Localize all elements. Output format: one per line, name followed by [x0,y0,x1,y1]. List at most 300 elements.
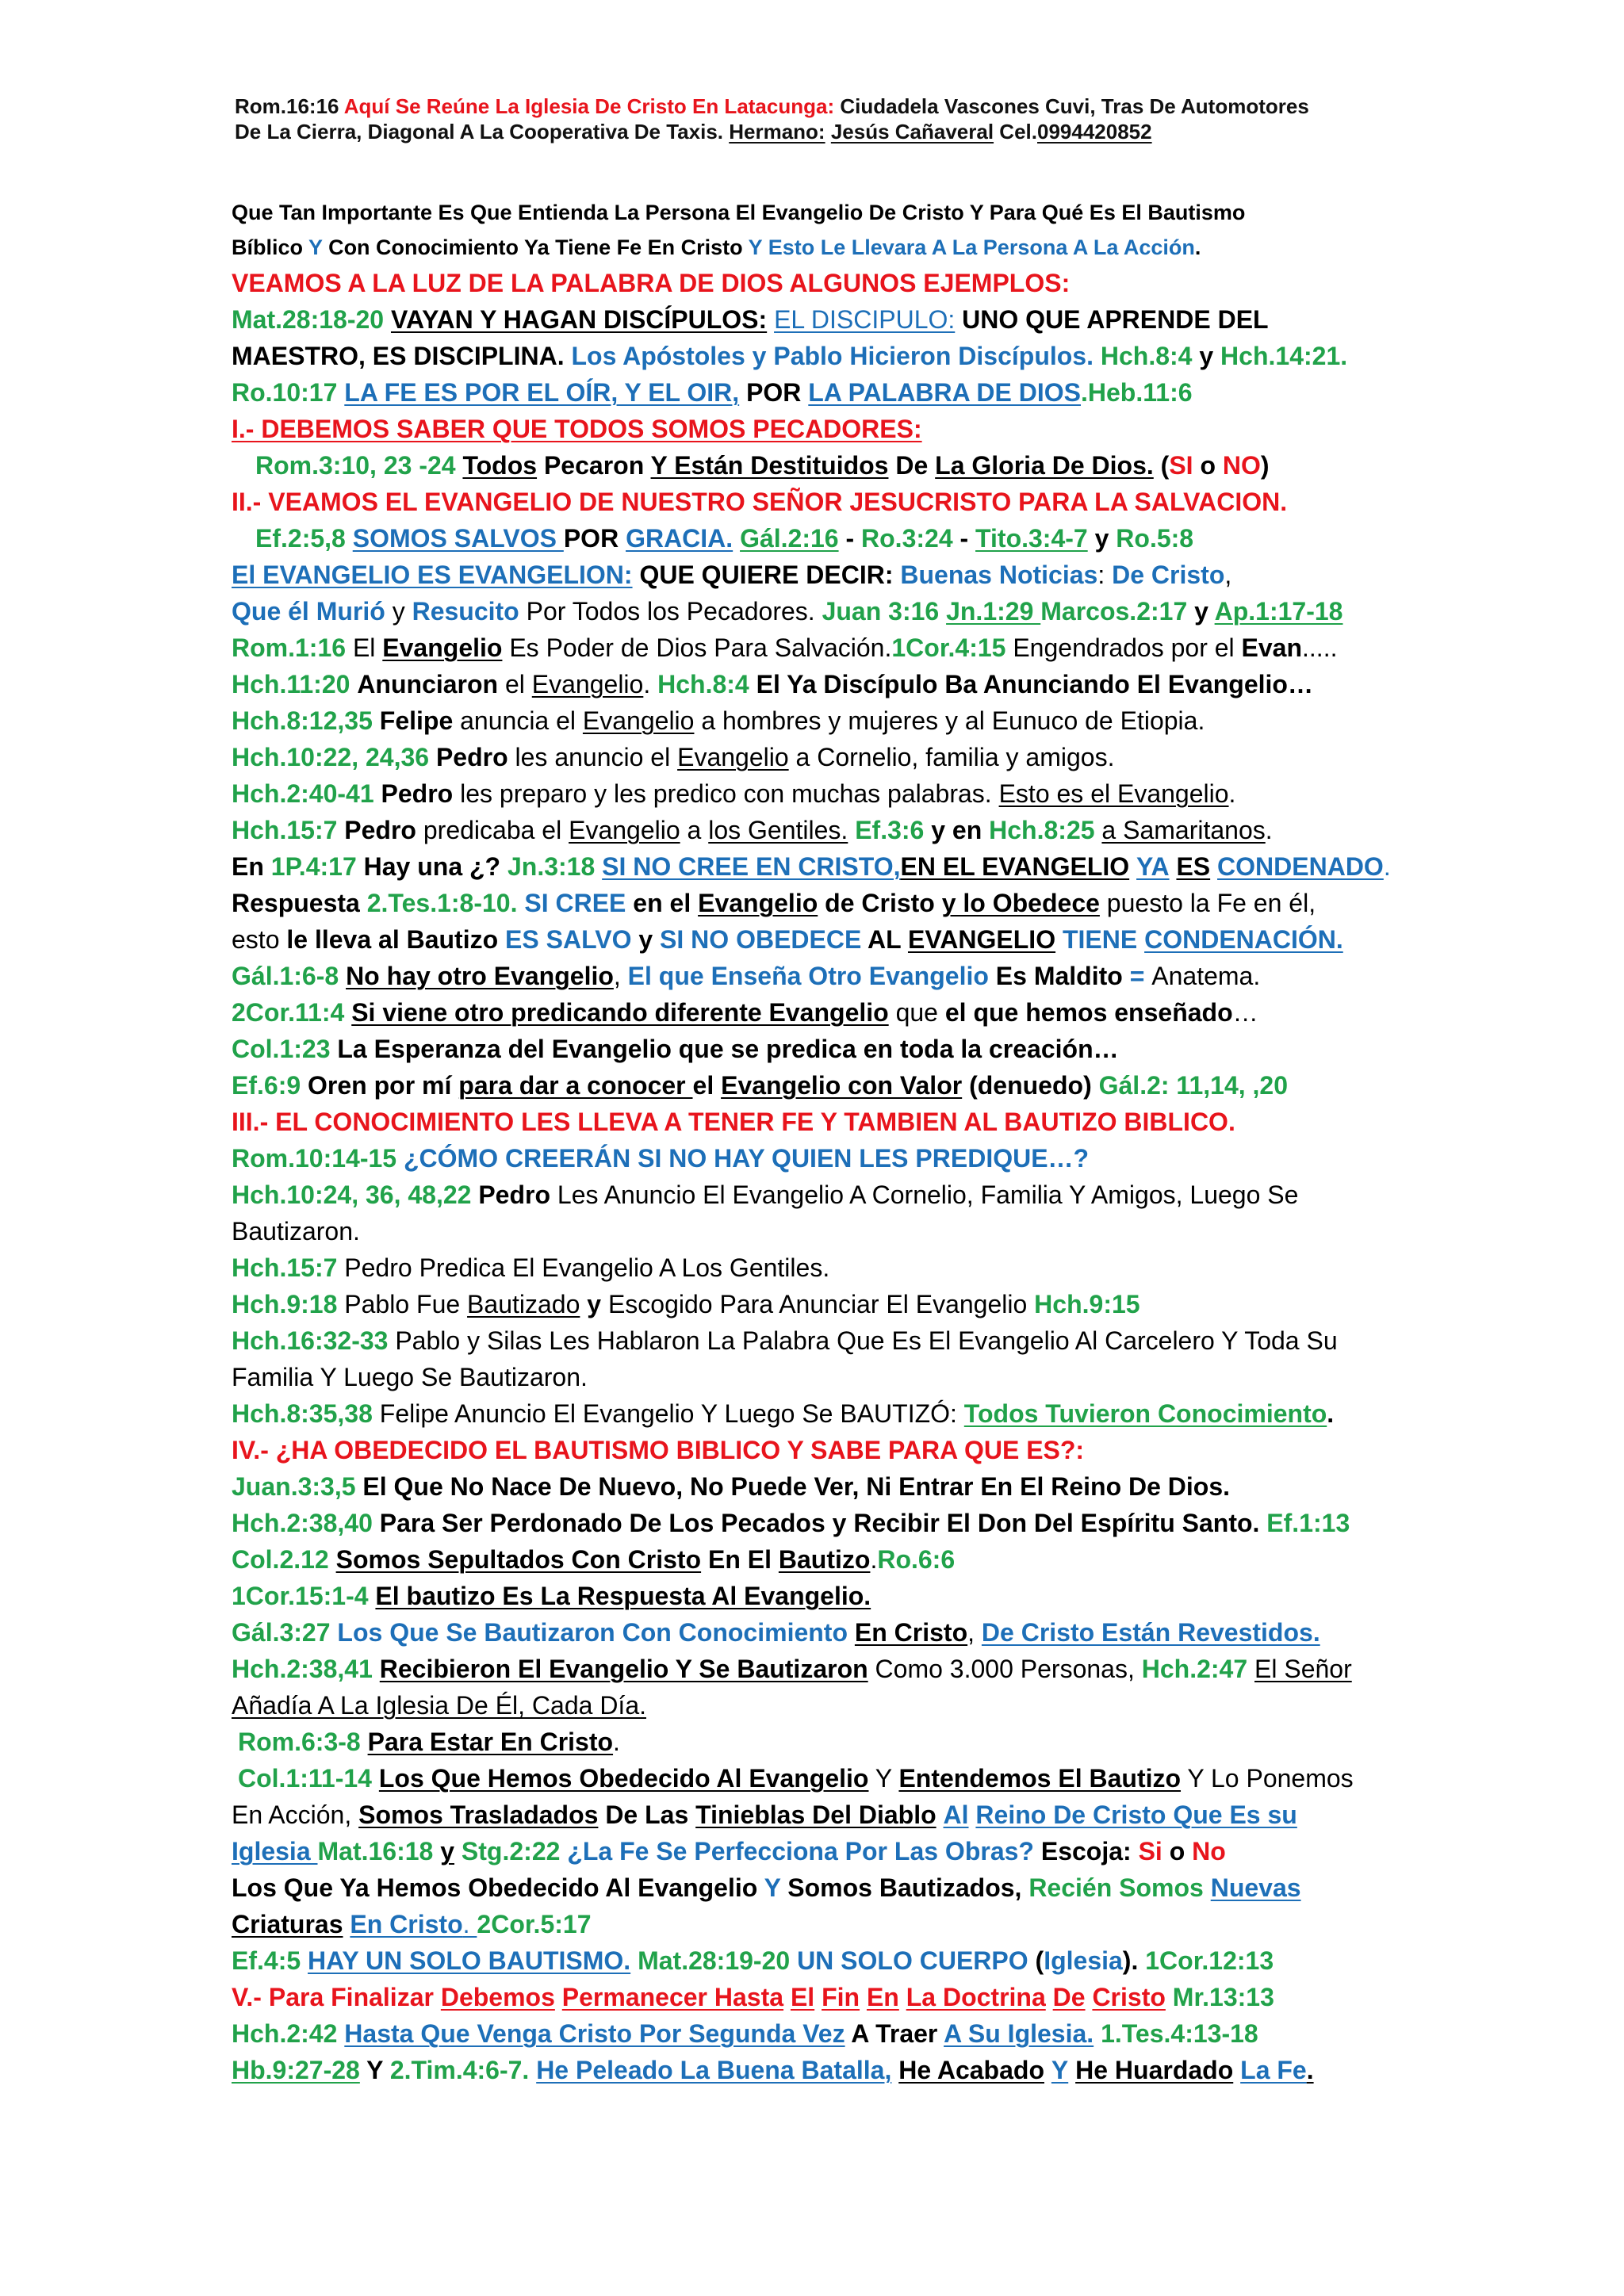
text-line [232,1505,1421,1541]
text-run: Es Maldito [988,962,1123,990]
text-run: les preparo y les predico con muchas palabras. [453,779,999,808]
text-line [232,2015,1421,2052]
text-run [1233,2056,1240,2084]
text-run: Hermano: [729,120,825,144]
text-run [384,305,391,334]
text-run: 2Cor.5:17 [477,1910,592,1938]
text-line [232,520,1421,557]
text-run: AL [861,925,908,954]
text-run [595,852,602,881]
text-line [232,374,1421,411]
text-run: Pedro [381,779,454,808]
text-run: le lleva al Bautizo [286,925,499,954]
text-line [232,958,1421,994]
intro-line [232,195,1421,230]
text-run: a Samaritanos [1101,816,1266,844]
text-line [232,885,1421,921]
text-run: Ciudadela Vascones Cuvi, Tras De Automotores [834,94,1309,118]
text-run: Juan.3:3,5 [232,1472,356,1501]
text-run: De Las [598,1800,696,1829]
text-run: ). [1122,1946,1146,1975]
text-run: y [1187,597,1215,626]
text-line [232,1906,1421,1942]
text-run [1044,2056,1051,2084]
text-run: SOMOS SALVOS [352,524,564,553]
text-run: . [1383,852,1391,881]
text-run: ( [1028,1946,1044,1975]
text-run: Cel. [994,120,1037,144]
text-run: Bíblico [232,235,309,259]
text-run: UNO QUE APRENDE DEL [955,305,1269,334]
text-run: a [680,816,709,844]
text-run [344,998,351,1027]
text-run [339,962,346,990]
text-run [1210,852,1217,881]
text-run: Jn.3:18 [507,852,596,881]
text-line [232,739,1421,775]
text-run: - [838,524,862,553]
text-run [373,1655,380,1683]
text-run: LA FE ES POR EL OÍR, Y EL OIR, [344,378,740,407]
text-run: y [631,925,653,954]
text-line [232,629,1421,666]
text-run [825,120,831,144]
text-run [374,779,381,808]
text-run: Mat.28:19-20 [638,1946,791,1975]
text-run: El Que No Nace De Nuevo, No Puede Ver, Ni Entrar En El Reino De Dios. [355,1472,1231,1501]
text-line [232,301,1421,338]
text-run: Buenas Noticias [900,561,1098,589]
text-run: Y Están Destituidos [650,451,889,480]
text-run: … [1232,998,1258,1027]
text-run: Marcos.2:17 [1040,597,1188,626]
text-run: Hch.2:38,40 [232,1509,373,1537]
text-run: Cristo [1092,1983,1166,2011]
text-line [232,265,1421,301]
text-run: Pedro [344,816,416,844]
text-run: Evangelio [582,706,695,735]
text-run: Hch.14:21. [1220,342,1348,370]
text-run: Jesús Cañaveral [830,120,994,144]
text-run: los Gentiles. [708,816,848,844]
text-run: Hch.8:4 [657,670,749,698]
text-run: y [1087,524,1116,553]
text-run: Col.2.12 [232,1545,329,1574]
text-line [232,1468,1421,1505]
text-run: Ro.6:6 [877,1545,956,1574]
text-run: SI CREE [524,889,626,917]
text-run: Los Que Se Bautizaron Con Conocimiento [337,1618,848,1647]
text-run: Ef.4:5 [232,1946,301,1975]
text-line [232,1942,1421,1979]
text-line [232,1395,1421,1432]
text-run [301,1946,308,1975]
text-run: Recibir El Don Del Espíritu Santo. [853,1509,1260,1537]
text-run: ( [1153,451,1170,480]
text-run: y [440,1837,455,1866]
text-run: ¿CÓMO CREERÁN SI NO HAY QUIEN LES PREDIQUE…? [403,1144,1090,1173]
text-run: Que Tan Importante Es Que Entienda La Persona El Evangelio De Cristo Y Para Qué Es El Bautismo [232,201,1246,224]
text-run: Con Conocimiento Ya Tiene Fe En Cristo [322,235,749,259]
text-run: UN SOLO CUERPO [797,1946,1028,1975]
text-run: Hch.10:22, 24,36 [232,743,430,771]
text-run: POR [739,378,809,407]
text-run: EN EL EVANGELIO [900,852,1130,881]
text-run: Permanecer Hasta [561,1983,784,2011]
text-run: Rom.6:3-8 [238,1728,361,1756]
text-run: Jn.1:29 [946,597,1041,626]
text-run: Escoja: [1033,1837,1139,1866]
text-run: Todos [462,451,538,480]
text-run [790,1946,797,1975]
text-run: 1.Tes.4:13-18 [1101,2019,1258,2048]
text-line [232,1614,1421,1651]
text-line [232,702,1421,739]
text-run: Ro.5:8 [1116,524,1194,553]
text-run: les anuncio el [508,743,678,771]
text-run: en el [626,889,699,917]
text-run [560,1837,567,1866]
study-body [232,195,1421,2088]
text-run: 2Cor.11:4 [232,998,345,1027]
text-run: Reino De Cristo Que Es su [975,1800,1297,1829]
text-run: Debemos [440,1983,555,2011]
text-run: Como 3.000 Personas, [868,1655,1142,1683]
text-run [337,2019,344,2048]
intro-line [232,230,1421,265]
text-run: V.- Para Finalizar [232,1983,441,2011]
text-run: y [580,1290,602,1318]
text-run: Felipe Anuncio El Evangelio Y Luego Se BAUTIZÓ: [372,1399,964,1428]
text-run: . [870,1545,878,1574]
text-line [232,1797,1421,1833]
text-run: NO [1222,451,1261,480]
text-run: La Gloria De Dios. [935,451,1154,480]
text-run: Si [1138,1837,1162,1866]
text-run: Los Que Hemos Obedecido Al Evangelio [378,1764,869,1793]
text-run: I.- DEBEMOS SABER QUE TODOS SOMOS PECADORES: [232,415,922,443]
text-run: MAESTRO, ES DISCIPLINA. [232,342,565,370]
text-run: Hch.8:12,35 [232,706,373,735]
text-run: Criaturas [232,1910,343,1938]
text-run: El [346,633,383,662]
text-run: Iglesia [1044,1946,1123,1975]
text-run: VEAMOS A LA LUZ DE LA PALABRA DE DIOS ALGUNOS EJEMPLOS: [232,269,1071,297]
text-line [232,1833,1421,1869]
text-line [232,1286,1421,1322]
text-run: No [1192,1837,1226,1866]
text-run: . [1327,1399,1335,1428]
text-run [848,816,855,844]
text-run [1129,852,1136,881]
text-run: ..... [1302,633,1338,662]
text-run: TIENE [1062,925,1138,954]
text-line [232,848,1421,885]
text-run: que [888,998,945,1027]
text-run: Somos Trasladados [358,1800,599,1829]
text-run: El que Enseña Otro Evangelio [627,962,989,990]
text-run: Los Apóstoles y Pablo Hicieron Discípulos. [571,342,1094,370]
text-run: puesto la Fe en él, [1099,889,1316,917]
header-line [235,119,1424,144]
text-run [1046,1983,1053,2011]
text-run [454,1837,462,1866]
text-run [1204,1873,1211,1902]
text-run: Al [943,1800,969,1829]
text-run: Anatema. [1151,962,1261,990]
text-run [329,1545,336,1574]
text-run: Todos Tuvieron Conocimiento [963,1399,1327,1428]
text-run: Pecaron [537,451,651,480]
text-run: 1Cor.12:13 [1145,1946,1274,1975]
text-run: o [1193,451,1223,480]
text-run: ES SALVO [505,925,632,954]
text-run: Hch.2:40-41 [232,779,374,808]
text-run: , [613,962,628,990]
text-run: Evangelio [677,743,789,771]
text-run: Evangelio [531,670,644,698]
text-run [372,1764,379,1793]
text-run: El [790,1983,815,2011]
text-run: Evangelio [569,816,680,844]
text-run: VAYAN Y HAGAN DISCÍPULOS: [390,305,768,334]
text-run [433,1837,440,1866]
text-run: de Cristo [818,889,942,917]
church-address-header [235,94,1424,144]
text-run [860,1983,867,2011]
text-run: Aquí Se Reúne La Iglesia De Cristo En Latacunga: [343,94,835,118]
text-line [232,921,1421,958]
text-line [232,1177,1421,1249]
text-run: Ro.3:24 [861,524,953,553]
text-run: Si viene otro predicando diferente Evangelio [351,998,889,1027]
text-run: Engendrados por el [1005,633,1242,662]
text-run: anuncia el [453,706,583,735]
text-run [733,524,740,553]
text-run: Ap.1:17-18 [1214,597,1343,626]
text-run: No hay otro Evangelio [346,962,614,990]
text-run [1094,342,1101,370]
text-run: Pedro [435,743,508,771]
text-run: He Peleado La Buena Batalla, [536,2056,892,2084]
text-run [361,1728,368,1756]
text-run: , [967,1618,982,1647]
text-run: Somos Sepultados Con Cristo [335,1545,702,1574]
text-run: Hay una ¿? [356,852,508,881]
text-run [1259,1509,1266,1537]
text-run: ) [1260,451,1270,480]
text-run: Rom.10:14-15 [232,1144,397,1173]
text-run: Y [1051,2056,1069,2084]
text-run: Es Poder de Dios Para Salvación. [502,633,892,662]
text-run: La Fe [1240,2056,1307,2084]
text-run: y en [924,816,990,844]
text-run: Hch.9:15 [1034,1290,1140,1318]
text-run: Y [757,1873,781,1902]
text-run: Mat.28:18-20 [232,305,385,334]
text-run: el que hemos enseñado [944,998,1233,1027]
text-line [232,775,1421,812]
text-run: El EVANGELIO ES EVANGELION: [232,561,633,589]
text-line [232,1979,1421,2015]
text-line [232,2052,1421,2088]
text-run: Hch.11:20 [232,670,350,698]
text-run: Hch.2:47 [1141,1655,1248,1683]
text-run: esto [232,925,287,954]
text-run [630,1946,638,1975]
text-run: Los Que Ya Hemos Obedecido Al Evangelio [232,1873,758,1902]
text-line [232,1869,1421,1906]
text-run [653,925,660,954]
text-run: En Cristo [854,1618,968,1647]
text-run: Respuesta [232,889,367,917]
text-run [1137,925,1144,954]
text-run: Hch.15:7 [232,1253,338,1282]
text-run [1068,2056,1075,2084]
text-run: Hch.10:24, 36, 48,22 [232,1181,472,1209]
text-line [232,1578,1421,1614]
text-run: Hch.8:25 [989,816,1095,844]
text-run: Hch.8:4 [1100,342,1193,370]
text-run: : [1097,561,1113,589]
text-run: 2.Tes.1:8-10. [366,889,518,917]
text-run: Gál.2:16 [740,524,839,553]
text-run: Col.1:23 [232,1035,331,1063]
text-run: Somos Bautizados, [780,1873,1022,1902]
text-run: EL DISCIPULO: [774,305,956,334]
text-run [498,925,505,954]
text-run: Juan 3:16 [822,597,940,626]
text-run: Bautizo [778,1545,871,1574]
text-run: Hasta Que Venga Cristo Por Segunda Vez [344,2019,845,2048]
text-run: He Acabado [898,2056,1044,2084]
text-run: , [1224,561,1232,589]
text-line [232,1432,1421,1468]
text-line [232,447,1421,484]
text-run: ¿La Fe Se Perfecciona Por Las Obras? [567,1837,1034,1866]
text-line [232,557,1421,593]
text-run: y [385,597,412,626]
text-run: IV.- ¿HA OBEDECIDO EL BAUTISMO BIBLICO Y SABE PARA QUE ES?: [232,1436,1085,1464]
text-run: Hch.2:38,41 [232,1655,373,1683]
text-run: Evangelio [698,889,818,917]
text-run: SI NO CREE EN CRISTO, [602,852,901,881]
text-line [232,1067,1421,1104]
text-run: Para Ser Perdonado De Los Pecados [372,1509,825,1537]
header-line [235,94,1424,119]
text-run: (denuedo) [962,1071,1099,1100]
text-run: predicaba el [416,816,569,844]
text-run: Recibieron El Evangelio Y Se Bautizaron [379,1655,868,1683]
text-run: . [1194,235,1201,259]
text-run: Pedro Predica El Evangelio A Los Gentiles. [337,1253,830,1282]
text-run: En Acción, [232,1800,359,1829]
text-run: Hch.16:32-33 [232,1326,389,1355]
text-line [232,593,1421,629]
text-run: El Señor Añadía A La Iglesia De Él, Cada Día. [232,1655,1352,1720]
text-line [232,1760,1421,1797]
text-run: Y Esto Le Llevara A La Persona A La Acción [748,235,1195,259]
text-run [1166,1983,1173,2011]
text-run: Escogido Para Anunciar El Evangelio [601,1290,1035,1318]
text-run: Hch.9:18 [232,1290,338,1318]
text-run: Rom.1:16 [232,633,347,662]
text-run: el [498,670,532,698]
text-run: Ro.10:17 [232,378,338,407]
text-run [891,2056,898,2084]
text-run: He Huardado [1075,2056,1234,2084]
text-line [232,1541,1421,1578]
text-line [232,484,1421,520]
text-run: o [1162,1837,1193,1866]
text-run: Tito.3:4-7 [975,524,1088,553]
text-run: . [1228,779,1236,808]
text-run: Pablo Fue [337,1290,468,1318]
text-run: Hch.15:7 [232,816,338,844]
text-run: EVANGELIO [907,925,1056,954]
text-run: Y [308,235,323,259]
text-run: De La Cierra, Diagonal A La Cooperativa De Taxis. [235,120,730,144]
text-line [232,1322,1421,1395]
text-run: Stg.2:22 [461,1837,561,1866]
text-run [1021,1873,1028,1902]
text-run: A Su Iglesia. [944,2019,1094,2048]
text-run [783,1983,791,2011]
text-run: 1Cor.4:15 [891,633,1006,662]
text-run: para dar a conocer [458,1071,693,1100]
text-run: SI NO OBEDECE [660,925,862,954]
text-run [555,1983,562,2011]
text-run: De Cristo Están Revestidos. [981,1618,1320,1647]
text-run: En [866,1983,899,2011]
text-run: Evan [1241,633,1303,662]
text-run: Pedro [478,1181,550,1209]
text-run: ES [1176,852,1211,881]
text-run: Ef.3:6 [855,816,925,844]
text-run: .Heb.11:6 [1081,378,1193,407]
text-run [337,378,344,407]
text-line [232,1140,1421,1177]
text-run: Oren por mí [301,1071,459,1100]
text-run [939,597,946,626]
text-run: En [232,852,271,881]
text-run: Evangelio con Valor [721,1071,963,1100]
text-run: Fin [822,1983,860,2011]
text-run: A Traer [845,2019,944,2048]
text-run [899,1983,906,2011]
text-run: Anunciaron [357,670,499,698]
text-run: Evangelio [382,633,503,662]
text-run [396,1144,404,1173]
text-run: Ef.2:5,8 [255,524,346,553]
text-run: . [643,670,658,698]
text-line [232,1031,1421,1067]
text-run: Rom.3:10, 23 -24 [255,451,456,480]
text-run: La Esperanza del Evangelio que se predica en toda la creación… [330,1035,1119,1063]
text-run: HAY UN SOLO BAUTISMO. [308,1946,631,1975]
text-run: Recién Somos [1028,1873,1204,1902]
text-run: Que él Murió [232,597,385,626]
text-run: 2.Tim.4:6-7. [389,2056,530,2084]
text-run: . [1265,816,1273,844]
text-run: Hb.9:27-28 [232,2056,360,2084]
text-run: En Cristo [350,1910,463,1938]
text-run: De [888,451,936,480]
text-run [346,524,353,553]
text-line [232,994,1421,1031]
text-run [848,1618,855,1647]
text-line [232,812,1421,848]
